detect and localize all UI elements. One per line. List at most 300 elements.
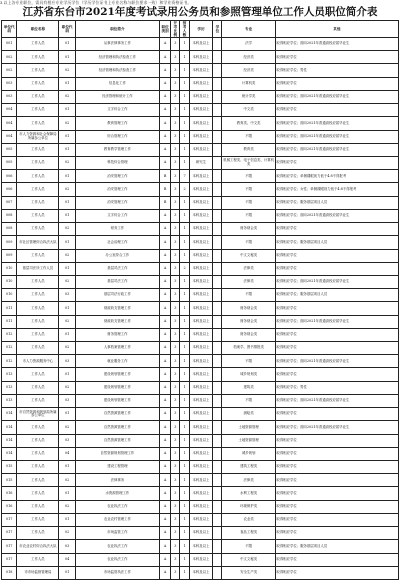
cell-post-name: 工作人员	[17, 117, 59, 130]
cell-count: 1	[180, 143, 189, 156]
cell-post-desc: 法律事务	[75, 474, 159, 487]
cell-other: 取得相应学位	[275, 487, 398, 500]
cell-education: 本科及以上	[189, 249, 213, 262]
cell-ratio: 3	[171, 90, 180, 103]
cell-post-desc: 自然资源规划管理工作	[75, 447, 159, 460]
cell-post-code: 01	[59, 143, 75, 156]
cell-post-desc: 农业执法工作	[75, 540, 159, 553]
cell-ratio: 3	[171, 368, 180, 381]
cell-other: 取得相应学位	[275, 368, 398, 381]
cell-education: 本科及以上	[189, 51, 213, 64]
cell-post-name: 工作人员	[17, 249, 59, 262]
cell-count: 1	[180, 130, 189, 143]
cell-other: 取得相应学位	[275, 328, 398, 341]
position-table	[1, 20, 399, 580]
cell-category: A	[159, 513, 170, 526]
cell-other: 取得相应学位	[275, 104, 398, 117]
cell-post-code: 04	[59, 447, 75, 460]
cell-unit-code: 006	[2, 183, 17, 196]
cell-ratio: 3	[171, 394, 180, 407]
cell-category: B	[159, 196, 170, 209]
header-education: 学历	[189, 21, 213, 38]
cell-degree	[213, 236, 222, 249]
cell-count: 1	[180, 51, 189, 64]
cell-education: 本科及以上	[189, 461, 213, 474]
header-post-name: 职位名称	[17, 21, 59, 38]
cell-other: 取得相应学位；面向2021年普通高校应届毕业生	[275, 421, 398, 434]
table-row	[2, 474, 399, 487]
cell-category: A	[159, 421, 170, 434]
cell-other: 取得相应学位	[275, 434, 398, 447]
cell-unit-code: 008	[2, 223, 17, 236]
cell-other: 取得相应学位	[275, 223, 398, 236]
table-row	[2, 64, 399, 77]
cell-post-code: 03	[59, 355, 75, 368]
cell-unit-code: 017	[2, 553, 17, 566]
cell-degree	[213, 461, 222, 474]
cell-ratio: 3	[171, 130, 180, 143]
cell-education: 本科及以上	[189, 553, 213, 566]
cell-education: 本科及以上	[189, 434, 213, 447]
cell-category: A	[159, 474, 170, 487]
cell-count: 1	[180, 275, 189, 288]
table-row	[2, 289, 399, 302]
cell-post-code: 01	[59, 513, 75, 526]
cell-category: A	[159, 209, 170, 222]
cell-count: 1	[180, 328, 189, 341]
table-row	[2, 328, 399, 341]
cell-post-desc: 治安管理工作	[75, 196, 159, 209]
cell-count: 1	[180, 487, 189, 500]
cell-ratio: 3	[171, 513, 180, 526]
cell-category: A	[159, 64, 170, 77]
table-row	[2, 156, 399, 169]
cell-post-name: 市社区管理综合执法大队	[17, 236, 59, 249]
cell-post-desc: 财务工作	[75, 223, 159, 236]
cell-count: 1	[180, 381, 189, 394]
cell-post-name: 工作人员	[17, 474, 59, 487]
cell-education: 本科及以上	[189, 130, 213, 143]
cell-ratio: 3	[171, 408, 180, 421]
cell-count: 1	[180, 527, 189, 540]
table-row	[2, 143, 399, 156]
cell-other: 取得相应学位	[275, 156, 398, 169]
cell-post-code: 01	[59, 302, 75, 315]
cell-major: 法学	[222, 38, 275, 51]
cell-other: 取得相应学位；服务基层项目人员	[275, 540, 398, 553]
cell-post-name: 工作人员	[17, 143, 59, 156]
cell-education: 本科及以上	[189, 487, 213, 500]
cell-unit-code: 014	[2, 408, 17, 421]
cell-category: A	[159, 143, 170, 156]
table-row	[2, 275, 399, 288]
cell-degree	[213, 223, 222, 236]
cell-post-name: 市市场监督管理局	[17, 566, 59, 579]
cell-major: 财务财会类	[222, 315, 275, 328]
cell-post-code: 01	[59, 51, 75, 64]
cell-education: 本科及以上	[189, 209, 213, 222]
cell-degree	[213, 156, 222, 169]
cell-degree	[213, 566, 222, 579]
header-post-desc: 职位简介	[75, 21, 159, 38]
table-row	[2, 38, 399, 51]
table-row	[2, 487, 399, 500]
cell-unit-code: 012	[2, 328, 17, 341]
cell-count: 1	[180, 223, 189, 236]
cell-ratio: 3	[171, 328, 180, 341]
cell-ratio: 3	[171, 236, 180, 249]
cell-post-desc: 经济管理和执法检查工作	[75, 64, 159, 77]
cell-count: 1	[180, 64, 189, 77]
cell-degree	[213, 262, 222, 275]
cell-count: 1	[180, 104, 189, 117]
table-row	[2, 104, 399, 117]
table-row	[2, 447, 399, 460]
table-row	[2, 394, 399, 407]
cell-count: 1	[180, 342, 189, 355]
cell-major: 水利工程类	[222, 487, 275, 500]
cell-count: 1	[180, 249, 189, 262]
cell-major: 统计学类	[222, 90, 275, 103]
cell-education: 本科及以上	[189, 328, 213, 341]
cell-category: B	[159, 183, 170, 196]
cell-other: 取得相应学位；面向2021年普通高校应届毕业生	[275, 38, 398, 51]
cell-category: A	[159, 236, 170, 249]
table-row	[2, 315, 399, 328]
cell-count: 1	[180, 447, 189, 460]
cell-post-code: 03	[59, 394, 75, 407]
cell-count: 1	[180, 513, 189, 526]
cell-post-code: 01	[59, 408, 75, 421]
cell-count: 1	[180, 394, 189, 407]
cell-count: 2	[180, 262, 189, 275]
cell-category: A	[159, 289, 170, 302]
cell-other: 取得相应学位	[275, 77, 398, 90]
cell-category: A	[159, 461, 170, 474]
cell-unit-code: 004	[2, 117, 17, 130]
top-note: 3.以上各专业职位，需具有相应专业学历学位（学历学位证书上专业名称与职位要求一致）和学业资格证书。	[0, 0, 192, 5]
cell-category: A	[159, 487, 170, 500]
cell-education: 本科及以上	[189, 540, 213, 553]
table-row	[2, 170, 399, 183]
cell-post-desc: 治安管理工作	[75, 170, 159, 183]
cell-post-name: 工作人员	[17, 394, 59, 407]
cell-other: 取得相应学位	[275, 51, 398, 64]
cell-other: 取得相应学位；面向2021年普通高校应届毕业生	[275, 315, 398, 328]
cell-education: 本科及以上	[189, 77, 213, 90]
cell-degree	[213, 90, 222, 103]
cell-category: A	[159, 223, 170, 236]
cell-degree	[213, 209, 222, 222]
cell-other: 取得相应学位；面向2021年普通高校应届毕业生	[275, 143, 398, 156]
cell-other: 取得相应学位；服务基层项目人员	[275, 196, 398, 209]
cell-unit-code: 001	[2, 38, 17, 51]
cell-count: 7	[180, 170, 189, 183]
cell-post-code: 01	[59, 236, 75, 249]
table-row	[2, 421, 399, 434]
cell-other: 取得相应学位	[275, 461, 398, 474]
cell-count: 1	[180, 117, 189, 130]
cell-post-name: 基层司法所工作人员	[17, 262, 59, 275]
cell-post-desc: 科技综合管理	[75, 156, 159, 169]
cell-post-code: 04	[59, 553, 75, 566]
cell-count: 1	[180, 236, 189, 249]
cell-count: 2	[180, 183, 189, 196]
cell-other: 取得相应学位；面向2021年普通高校应届毕业生	[275, 275, 398, 288]
cell-post-code: 02	[59, 90, 75, 103]
cell-education: 本科及以上	[189, 474, 213, 487]
cell-category: A	[159, 90, 170, 103]
cell-education: 研究生	[189, 156, 213, 169]
cell-post-name: 工作人员	[17, 104, 59, 117]
cell-other: 取得相应学位	[275, 408, 398, 421]
cell-post-desc: 教育管理工作	[75, 117, 159, 130]
cell-ratio: 3	[171, 262, 180, 275]
table-row	[2, 553, 399, 566]
cell-ratio: 3	[171, 196, 180, 209]
cell-degree	[213, 500, 222, 513]
cell-other: 取得相应学位	[275, 342, 398, 355]
cell-post-code: 02	[59, 342, 75, 355]
cell-ratio: 3	[171, 289, 180, 302]
cell-major: 安全生产类	[222, 566, 275, 579]
cell-education: 本科及以上	[189, 90, 213, 103]
cell-education: 本科及以上	[189, 117, 213, 130]
cell-major: 中文类	[222, 104, 275, 117]
cell-category: A	[159, 117, 170, 130]
cell-education: 本科及以上	[189, 566, 213, 579]
cell-education: 本科及以上	[189, 143, 213, 156]
cell-post-desc: 文字综合工作	[75, 209, 159, 222]
cell-post-desc: 建设规划管理工作	[75, 381, 159, 394]
cell-count: 1	[180, 500, 189, 513]
cell-unit-code: 014	[2, 421, 17, 434]
cell-ratio: 3	[171, 474, 180, 487]
cell-category: A	[159, 302, 170, 315]
cell-post-desc: 市场监管工作	[75, 527, 159, 540]
table-header-row	[2, 21, 399, 38]
cell-post-name: 工作人员	[17, 461, 59, 474]
cell-major: 法律类	[222, 474, 275, 487]
cell-post-name: 市自然资源和规划局所属参公单位	[17, 408, 59, 421]
cell-education: 本科及以上	[189, 408, 213, 421]
cell-other: 取得相应学位	[275, 262, 398, 275]
cell-major: 中文文秘类	[222, 553, 275, 566]
cell-post-code: 02	[59, 156, 75, 169]
table-row	[2, 223, 399, 236]
cell-unit-code: 013	[2, 368, 17, 381]
cell-degree	[213, 275, 222, 288]
cell-ratio: 3	[171, 209, 180, 222]
cell-unit-code: 002	[2, 64, 17, 77]
cell-other: 取得相应学位	[275, 474, 398, 487]
cell-unit-code: 005	[2, 156, 17, 169]
cell-ratio: 3	[171, 104, 180, 117]
cell-category: A	[159, 156, 170, 169]
cell-unit-code: 011	[2, 315, 17, 328]
cell-post-code: 02	[59, 421, 75, 434]
cell-unit-code: 003	[2, 77, 17, 90]
cell-category: A	[159, 249, 170, 262]
cell-count: 1	[180, 566, 189, 579]
cell-ratio: 3	[171, 566, 180, 579]
cell-degree	[213, 487, 222, 500]
cell-other: 取得相应学位	[275, 527, 398, 540]
cell-post-name: 工作人员	[17, 38, 59, 51]
cell-post-desc: 经济管理和统计工作	[75, 90, 159, 103]
cell-post-desc: 基层司法工作	[75, 262, 159, 275]
cell-post-code: 01	[59, 328, 75, 341]
cell-category: A	[159, 77, 170, 90]
cell-major: 档案学、图书情报类	[222, 342, 275, 355]
cell-post-code: 01	[59, 130, 75, 143]
cell-degree	[213, 474, 222, 487]
cell-degree	[213, 183, 222, 196]
cell-ratio: 3	[171, 117, 180, 130]
table-row	[2, 236, 399, 249]
cell-post-desc: 财政收支管理工作	[75, 302, 159, 315]
table-row	[2, 355, 399, 368]
cell-ratio: 3	[171, 170, 180, 183]
cell-post-code: 01	[59, 209, 75, 222]
cell-post-desc: 综合管理工作	[75, 130, 159, 143]
cell-major: 不限	[222, 355, 275, 368]
cell-category: A	[159, 408, 170, 421]
cell-education: 本科及以上	[189, 381, 213, 394]
cell-category: A	[159, 434, 170, 447]
cell-post-code: 03	[59, 289, 75, 302]
cell-post-code: 01	[59, 104, 75, 117]
cell-post-desc: 市场监管执法工作	[75, 566, 159, 579]
cell-degree	[213, 368, 222, 381]
cell-education: 本科及以上	[189, 196, 213, 209]
cell-post-code: 02	[59, 275, 75, 288]
cell-other: 取得相应学位；男性	[275, 381, 398, 394]
cell-post-name: 工作人员	[17, 368, 59, 381]
cell-other: 取得相应学位	[275, 500, 398, 513]
cell-unit-code: 015	[2, 461, 17, 474]
cell-count: 1	[180, 408, 189, 421]
cell-post-name: 工作人员	[17, 209, 59, 222]
cell-category: A	[159, 130, 170, 143]
cell-count: 1	[180, 434, 189, 447]
cell-other: 取得相应学位；服务基层项目人员	[275, 289, 398, 302]
cell-major: 土地资源管理	[222, 434, 275, 447]
cell-post-code: 02	[59, 315, 75, 328]
cell-post-code: 01	[59, 262, 75, 275]
cell-other: 取得相应学位	[275, 566, 398, 579]
cell-post-code: 01	[59, 38, 75, 51]
cell-post-code: 02	[59, 117, 75, 130]
cell-unit-code: 012	[2, 355, 17, 368]
cell-unit-code: 013	[2, 394, 17, 407]
cell-degree	[213, 394, 222, 407]
cell-post-code: 03	[59, 434, 75, 447]
cell-education: 本科及以上	[189, 289, 213, 302]
cell-degree	[213, 64, 222, 77]
cell-post-desc: 信息化工作	[75, 77, 159, 90]
cell-post-name: 工作人员	[17, 487, 59, 500]
cell-post-code: 01	[59, 566, 75, 579]
table-row	[2, 77, 399, 90]
table-row	[2, 196, 399, 209]
cell-education: 本科及以上	[189, 64, 213, 77]
cell-ratio: 3	[171, 540, 180, 553]
cell-post-code: 01	[59, 461, 75, 474]
cell-degree	[213, 117, 222, 130]
cell-education: 本科及以上	[189, 421, 213, 434]
cell-education: 本科及以上	[189, 368, 213, 381]
cell-ratio: 3	[171, 553, 180, 566]
cell-other: 取得相应学位；男性	[275, 64, 398, 77]
table-row	[2, 500, 399, 513]
cell-post-code: 02	[59, 381, 75, 394]
cell-post-code: 01	[59, 487, 75, 500]
cell-post-desc: 农业执法工作	[75, 500, 159, 513]
cell-major: 城乡规划类	[222, 368, 275, 381]
cell-unit-code: 009	[2, 236, 17, 249]
cell-count: 1	[180, 289, 189, 302]
cell-degree	[213, 196, 222, 209]
cell-major: 食品工程类	[222, 527, 275, 540]
cell-category: A	[159, 104, 170, 117]
cell-post-desc: 从事法律事务工作	[75, 38, 159, 51]
cell-major: 机械工程类、电子信息类、计算机类	[222, 156, 275, 169]
cell-major: 不限	[222, 289, 275, 302]
cell-ratio: 3	[171, 461, 180, 474]
table-body	[2, 38, 399, 580]
cell-count: 1	[180, 302, 189, 315]
cell-post-name: 工作人员	[17, 527, 59, 540]
cell-category: A	[159, 315, 170, 328]
table-row	[2, 51, 399, 64]
cell-major: 财务财会类	[222, 302, 275, 315]
cell-other: 取得相应学位	[275, 513, 398, 526]
cell-category: A	[159, 275, 170, 288]
cell-category: A	[159, 51, 170, 64]
cell-post-desc: 财务管理工作	[75, 328, 159, 341]
table-row	[2, 566, 399, 579]
table-row	[2, 461, 399, 474]
cell-ratio: 3	[171, 434, 180, 447]
cell-ratio: 3	[171, 183, 180, 196]
header-post-code: 职位代码	[59, 21, 75, 38]
cell-post-desc: 自然资源管理工作	[75, 408, 159, 421]
table-row	[2, 434, 399, 447]
cell-unit-code: 014	[2, 434, 17, 447]
cell-post-name: 工作人员	[17, 513, 59, 526]
cell-post-code: 02	[59, 500, 75, 513]
cell-unit-code: 018	[2, 566, 17, 579]
cell-unit-code: 013	[2, 381, 17, 394]
cell-post-desc: 水资源管理工作	[75, 487, 159, 500]
cell-major: 城乡规划	[222, 447, 275, 460]
cell-education: 本科及以上	[189, 342, 213, 355]
table-row	[2, 408, 399, 421]
cell-category: A	[159, 262, 170, 275]
cell-degree	[213, 421, 222, 434]
header-category: 职位类别	[159, 21, 170, 38]
table-row	[2, 513, 399, 526]
cell-post-code: 01	[59, 368, 75, 381]
cell-major: 法律类	[222, 275, 275, 288]
cell-major: 不限	[222, 236, 275, 249]
cell-education: 本科及以上	[189, 447, 213, 460]
cell-degree	[213, 447, 222, 460]
cell-post-desc: 建设规划管理工作	[75, 368, 159, 381]
cell-unit-code: 016	[2, 500, 17, 513]
cell-other: 取得相应学位	[275, 249, 398, 262]
